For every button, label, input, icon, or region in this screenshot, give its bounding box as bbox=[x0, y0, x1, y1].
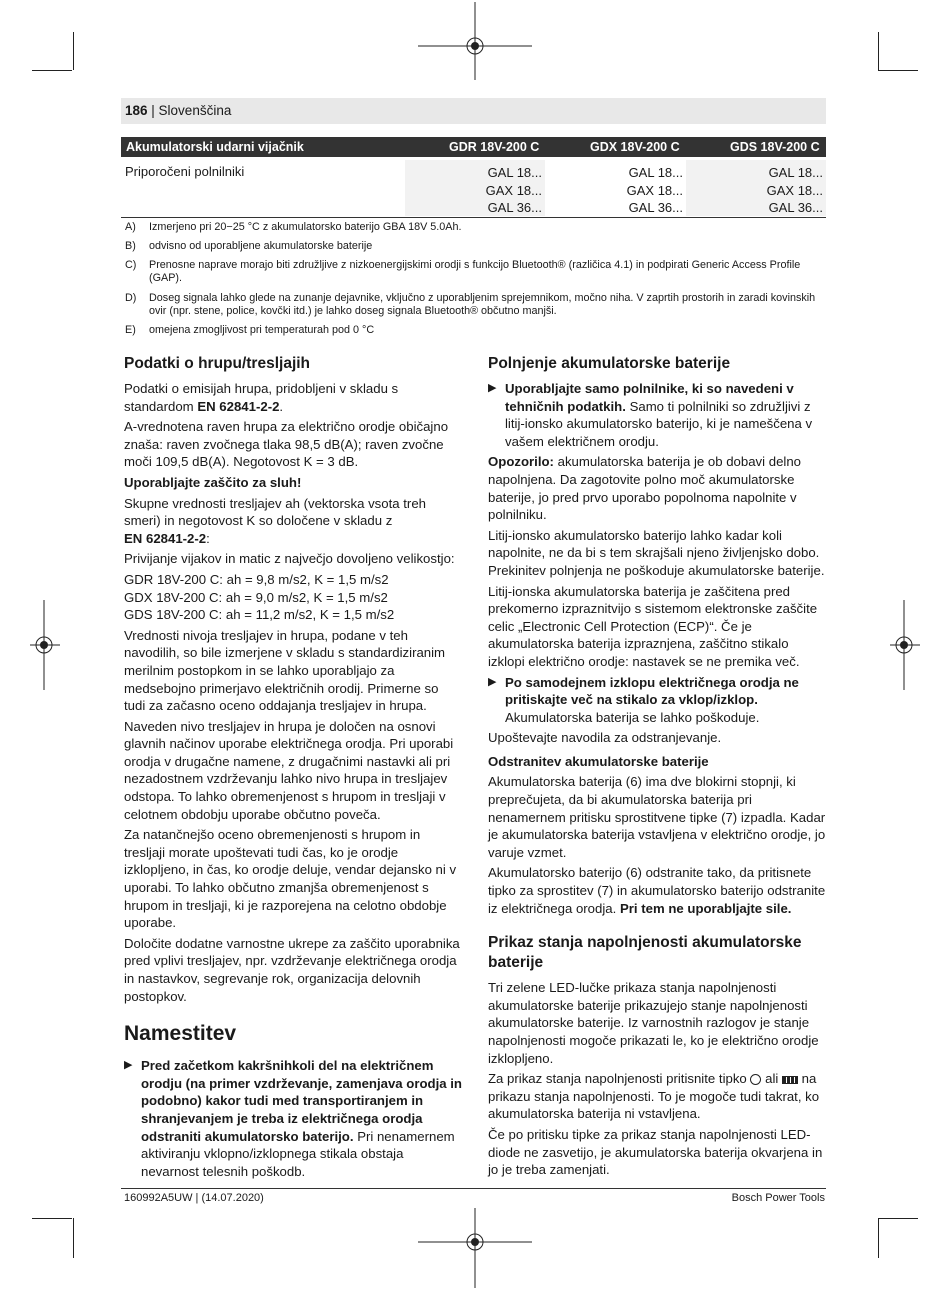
table-col-gds: GDS 18V-200 C bbox=[730, 140, 820, 154]
footer-doc-id: 160992A5UW | (14.07.2020) bbox=[124, 1192, 264, 1204]
table-head-label: Akumulatorski udarni vijačnik bbox=[126, 140, 304, 154]
crop-mark bbox=[73, 1218, 74, 1258]
paragraph: Za natančnejšo oceno obremenjenosti s hrupom in tresljaji morate upoštevati tudi čas, ko je orodje izklopljeno, in čas, ko orodje deluje, vendar dejansko ni v uporabi. To lahko občutno zmanjša obremenjenost s hrupom in tresljaji, ki je razporejena na celotno obdobje uporabe. bbox=[124, 827, 457, 931]
paragraph: Opozorilo: akumulatorska baterija je ob dobavi delno napolnjena. Da zagotovite polno moč akumulatorske baterije, jo pred prvo uporabo popolnoma napolnite v polnilniku. bbox=[488, 454, 801, 523]
paragraph: Litij-ionsko akumulatorsko baterijo lahko kadar koli napolnite, ne da bi s tem skrajšali njeno življenjsko dobo. Prekinitev polnjenja ne poškoduje akumulatorske baterije. bbox=[488, 527, 825, 578]
bullet-arrow-icon: ▶ bbox=[124, 1059, 133, 1072]
table-cell-gds: GAL 18... GAX 18... GAL 36... bbox=[766, 165, 823, 215]
bullet-arrow-icon: ▶ bbox=[488, 675, 497, 688]
registration-mark-top bbox=[418, 2, 532, 82]
crop-mark bbox=[32, 70, 72, 71]
vibration-value: GDX 18V-200 C: ah = 9,0 m/s2, K = 1,5 m/s2 bbox=[124, 589, 388, 605]
left-column bbox=[124, 354, 462, 1183]
paragraph: Vrednosti nivoja tresljajev in hrupa, podane v teh navodilih, so bile izmerjene v skladu s standardiziranim merilnim postopkom in se lahko uporabljajo za medsebojno primerjavo električnih orodij. Primerne so tudi za začasno oceno oddajanja tresljajev in hrupa. bbox=[124, 627, 446, 714]
table-row-label: Priporočeni polnilniki bbox=[125, 164, 245, 179]
paragraph: Litij-ionska akumulatorska baterija je zaščitena pred prekomerno izpraznitvijo s sistemom elektronske zaščite celic „Electronic Cell Protection (ECP)“. Če je akumulatorska baterija izpraznjena, zaščitno stikalo izklopi električno orodje: nastavek se ne premika več. bbox=[488, 583, 818, 669]
page-header: 186 | Slovenščina bbox=[121, 98, 826, 124]
footer-rule bbox=[121, 1188, 826, 1189]
crop-mark bbox=[73, 32, 74, 70]
battery-status-button-icon bbox=[750, 1074, 761, 1085]
table-bottom-rule bbox=[121, 217, 826, 218]
warning-bullet: ▶ Po samodejnem izklopu električnega orodja ne pritiskajte več na stikalo za vklop/izklop. Akumulatorska baterija se lahko poškoduje. bbox=[488, 674, 799, 725]
table-cell-gdr: GAL 18... GAX 18... GAL 36... bbox=[485, 165, 542, 215]
page-language: Slovenščina bbox=[158, 103, 232, 118]
paragraph: Privijanje vijakov in matic z največjo dovoljeno velikostjo: bbox=[124, 551, 455, 567]
paragraph: A-vrednotena raven hrupa za električno orodje običajno znaša: raven zvočnega tlaka 98,5 dB(A); raven zvočne moči 109,5 dB(A). Negotovost K = 3 dB. bbox=[124, 419, 449, 470]
paragraph: Upoštevajte navodila za odstranjevanje. bbox=[488, 730, 722, 746]
paragraph: Podatki o emisijah hrupa, pridobljeni v skladu s standardom EN 62841-2-2. bbox=[124, 381, 399, 414]
section-title-charging: Polnjenje akumulatorske baterije bbox=[488, 355, 731, 372]
section-title-charge-status: Prikaz stanja napolnjenosti akumulatorske baterije bbox=[488, 934, 802, 972]
section-title-noise: Podatki o hrupu/tresljajih bbox=[124, 355, 311, 372]
crop-mark bbox=[878, 70, 918, 71]
footer-brand: Bosch Power Tools bbox=[731, 1192, 825, 1204]
vibration-value: GDR 18V-200 C: ah = 9,8 m/s2, K = 1,5 m/s2 bbox=[124, 571, 389, 587]
table-row bbox=[121, 160, 826, 216]
warning-bullet: ▶ Pred začetkom kakršnihkoli del na električnem orodju (na primer vzdrževanje, zamenjava orodja in podobno) kakor tudi med transportiranjem in shranjevanjem je treba iz električnega orodja odstraniti akumulatorsko baterijo. Pri nenamernem aktiviranju vklopno/izklopnega stikala obstaja nevarnost telesnih poškodb. bbox=[124, 1058, 462, 1179]
paragraph: Tri zelene LED-lučke prikaza stanja napolnjenosti akumulatorske baterije prikazujejo stanje napolnjenosti akumulatorske baterije. Iz varnostnih razlogov je stanje napolnjenosti mogoče prikazati le, ko je električno orodje izklopljeno. bbox=[488, 980, 819, 1066]
crop-mark bbox=[878, 32, 879, 70]
table-col-gdx: GDX 18V-200 C bbox=[590, 140, 680, 154]
table-cell-gdx: GAL 18... GAX 18... GAL 36... bbox=[626, 165, 683, 215]
warning-bullet: ▶ Uporabljajte samo polnilnike, ki so navedeni v tehničnih podatkih. Samo ti polnilniki so združljivi z litij-ionsko akumulatorsko baterijo, ki je nameščena v vašem električnem orodju. bbox=[488, 381, 813, 449]
paragraph: Če po pritisku tipke za prikaz stanja napolnjenosti LED-diode ne zasvetijo, je akumulatorska baterija okvarjena in jo je treba zamenjati. bbox=[488, 1126, 823, 1178]
paragraph: Za prikaz stanja napolnjenosti pritisnite tipko ali na prikazu stanja napolnjenosti. To je mogoče tudi takrat, ko akumulatorska baterija ni vstavljena. bbox=[488, 1071, 820, 1122]
paragraph: Skupne vrednosti tresljajev ah (vektorska vsota treh smeri) in negotovost K so določene v skladu z EN 62841-2-2: bbox=[124, 495, 426, 546]
crop-mark bbox=[878, 1218, 879, 1258]
page-number: 186 bbox=[125, 103, 148, 118]
crop-mark bbox=[32, 1218, 72, 1219]
bullet-arrow-icon: ▶ bbox=[488, 382, 497, 394]
registration-mark-bottom bbox=[418, 1208, 532, 1288]
section-title-assembly: Namestitev bbox=[124, 1022, 237, 1046]
paragraph: Določite dodatne varnostne ukrepe za zaščito uporabnika pred vplivi tresljajev, npr. vzdrževanje električnega orodja in nastavkov, segrevanje rok, organizacija delovnih postopkov. bbox=[124, 935, 460, 1004]
registration-mark-right bbox=[890, 600, 920, 690]
crop-mark bbox=[878, 1218, 918, 1219]
right-column bbox=[488, 354, 826, 1182]
paragraph: Akumulatorska baterija (6) ima dve blokirni stopnji, ki preprečujeta, da bi akumulatorska baterija pri nenamernem pritisku sprostitvene tipke (7) izpadla. Kadar je akumulatorska baterija vstavljena v električno orodje, jo varuje vzmet. bbox=[488, 774, 826, 860]
spec-table-header bbox=[121, 137, 826, 157]
subsection-title-remove: Odstranitev akumulatorske baterije bbox=[488, 753, 709, 769]
paragraph-bold: Uporabljajte zaščito za sluh! bbox=[124, 474, 302, 490]
registration-mark-left bbox=[30, 600, 60, 690]
table-col-gdr: GDR 18V-200 C bbox=[449, 140, 540, 154]
vibration-value: GDS 18V-200 C: ah = 11,2 m/s2, K = 1,5 m/s2 bbox=[124, 607, 395, 623]
paragraph: Akumulatorsko baterijo (6) odstranite tako, da pritisnete tipko za sprostitev (7) in akumulatorsko baterijo odstranite iz električnega orodja. Pri tem ne uporabljajte sile. bbox=[488, 865, 826, 916]
battery-gauge-icon bbox=[782, 1076, 798, 1084]
paragraph: Naveden nivo tresljajev in hrupa je določen na osnovi glavnih načinov uporabe električnega orodja. Pri uporabi orodja v drugačne namene, z drugačnimi nastavki ali pri nezadostnem vzdrževanju lahko nivo hrupa in tresljajev odstopa. To lahko obremenjenost s hrupom in tresljaji v celotnem obdobju uporabe občutno poveča. bbox=[124, 718, 454, 822]
